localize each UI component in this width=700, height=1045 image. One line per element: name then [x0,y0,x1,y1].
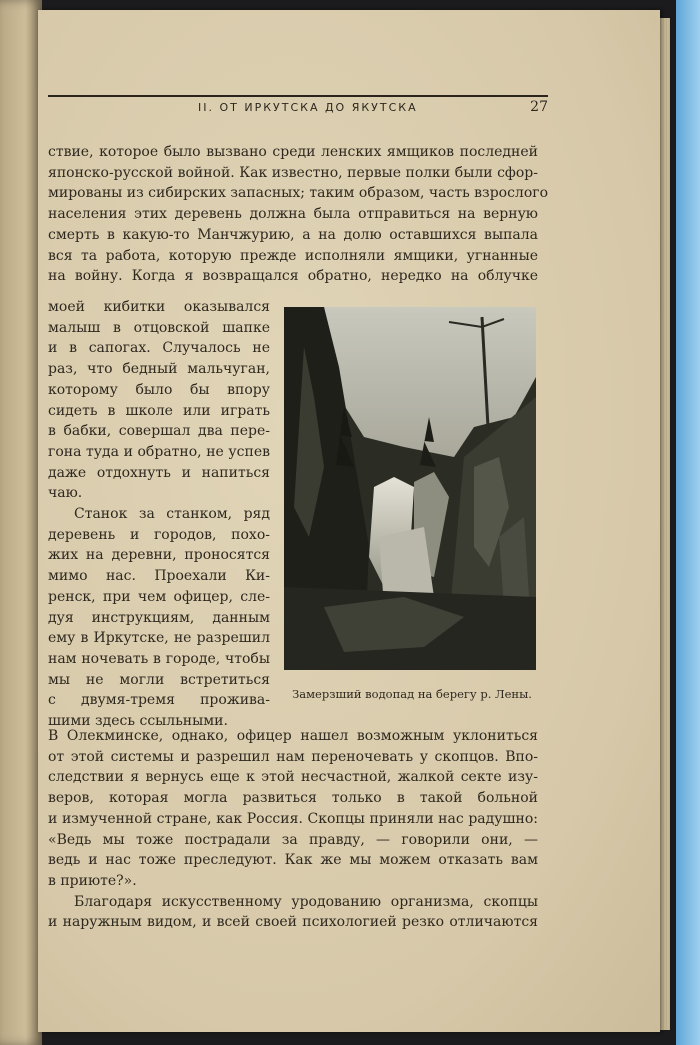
running-head: II. ОТ ИРКУТСКА ДО ЯКУТСКА [198,101,418,114]
text-line: смерть в какую-то Манчжурию, а на долю оставшихся выпала [48,226,538,243]
background-cover [676,0,700,1045]
text-line: деревень и городов, похо- [48,526,270,543]
page-number: 27 [530,99,548,115]
text-line: населения этих деревень должна была отправиться на верную [48,206,538,223]
bottom-paragraph [48,726,538,933]
left-column-text [48,297,270,732]
text-line: нам ночевать в городе, чтобы [48,650,270,667]
text-line: ему в Иркутске, не разрешил [48,630,270,647]
text-line: «Ведь мы тоже пострадали за правду, — говорили они, — [48,831,538,848]
text-line: Благодаря искусственному уродованию организма, скопцы [74,893,538,910]
text-line: жих на деревни, проносятся [48,547,270,564]
text-line: В Олекминске, однако, офицер нашел возможным уклониться [48,728,538,744]
text-line: в приюте?». [48,872,137,889]
text-line: и наружным видом, и всей своей психологией резко отличаются [48,914,538,931]
text-line: мимо нас. Проехали Ки- [48,568,270,585]
text-line: ствие, которое было вызвано среди ленских ямщиков последней [48,144,538,160]
text-line: в бабки, совершал два пере- [48,423,270,440]
text-line: ренск, при чем офицер, сле- [48,588,270,605]
previous-page-edge [0,0,42,1045]
text-line: ведь и нас тоже преследуют. Как же мы можем отказать вам [48,852,538,869]
page-header [48,95,548,119]
text-line: веров, которая могла развиться только в такой больной [48,790,538,807]
text-line: и измученной стране, как Россия. Скопцы приняли нас радушно: [48,810,538,827]
text-line: от этой системы и разрешил нам переночевать у скопцов. Впо- [48,748,538,765]
text-line: чаю. [48,485,83,502]
text-line: Станок за станком, ряд [74,506,270,523]
waterfall-photo [284,307,536,670]
text-line: и в сапогах. Случалось не [48,340,270,357]
text-line: дуя инструкциям, данным [48,609,270,626]
figure-caption: Замерзший водопад на берегу р. Лены. [292,687,532,701]
text-line: с двумя-тремя прожива- [48,692,270,709]
text-line: на войну. Когда я возвращался обратно, нередко на облучке [48,268,538,285]
book-page [38,10,660,1032]
text-line: следствии я вернусь еще к этой несчастной, жалкой секте изу- [48,769,538,786]
text-line: малыш в отцовской шапке [48,319,270,336]
text-line: сидеть в школе или играть [48,402,270,419]
text-line: раз, что бедный мальчуган, [48,361,270,378]
text-line: японско-русской войной. Как известно, первые полки были сфор- [48,164,538,181]
text-line: вся та работа, которую прежде исполняли ямщики, угнанные [48,247,538,264]
text-line: даже отдохнуть и напиться [48,464,270,481]
text-line: моей кибитки оказывался [48,299,270,315]
text-line: шими здесь ссыльными. [48,713,228,730]
text-line: мированы из сибирских запасных; таким образом, часть взрослого [48,185,549,202]
top-paragraph [48,142,549,287]
text-line: мы не могли встретиться [48,671,270,688]
text-line: гона туда и обратно, не успев [48,443,270,460]
text-line: которому было бы впору [48,381,270,398]
